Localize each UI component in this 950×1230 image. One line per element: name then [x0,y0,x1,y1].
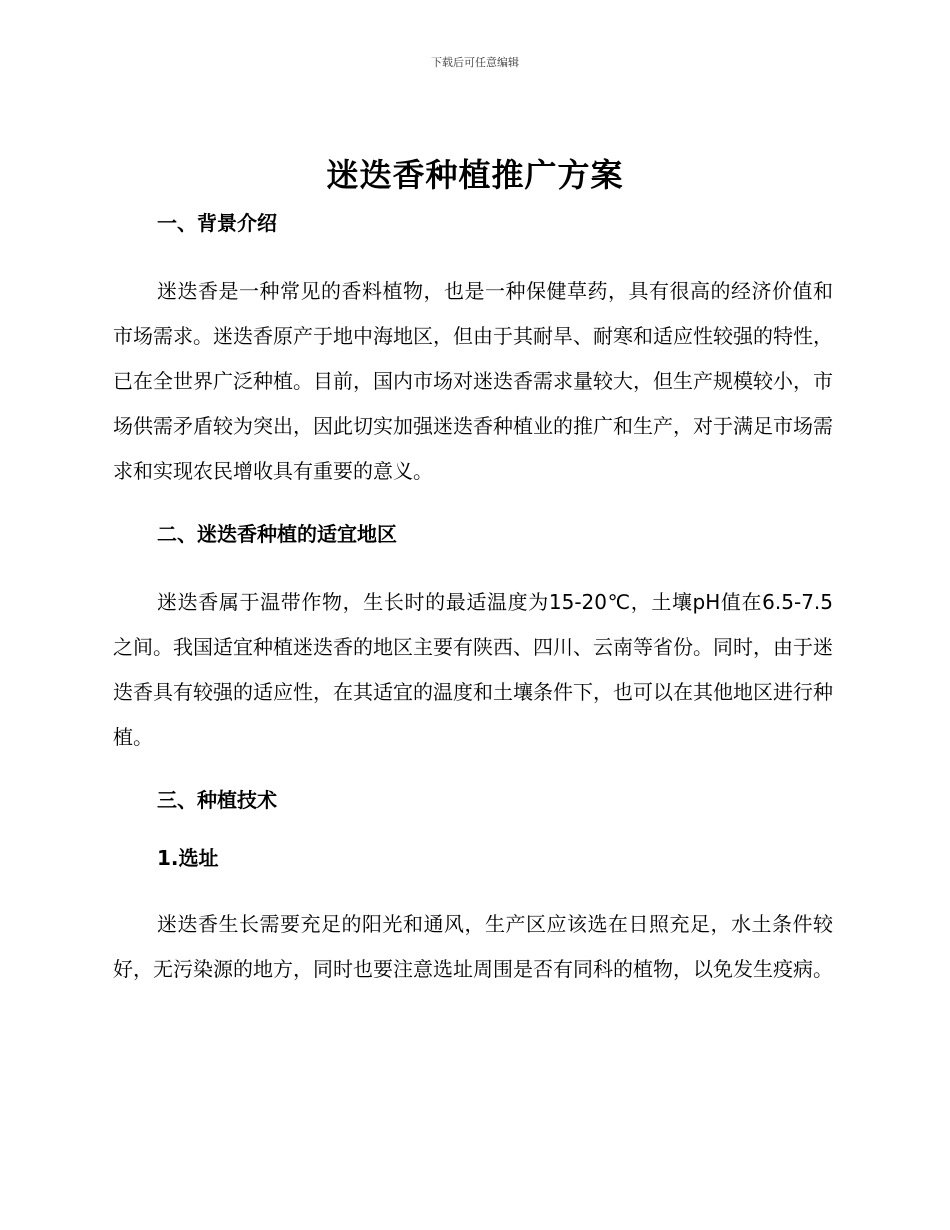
document-body [113,205,833,992]
header-note: 下载后可任意编辑 [431,56,519,69]
section-paragraph-background: 迷迭香是一种常见的香料植物，也是一种保健草药，具有很高的经济价值和市场需求。迷迭香原产于地中海地区，但由于其耐旱、耐寒和适应性较强的特性，已在全世界广泛种植。目前，国内市场对迷迭香需求量较大，但生产规模较小，市场供需矛盾较为突出，因此切实加强迷迭香种植业的推广和生产，对于满足市场需求和实现农民增收具有重要的意义。 [113,279,833,483]
subsection-paragraph-site-selection: 迷迭香生长需要充足的阳光和通风，生产区应该选在日照充足，水土条件较好，无污染源的地方，同时也要注意选址周围是否有同科的植物，以免发生疫病。 [113,912,833,981]
section-heading-suitable-regions: 二、迷迭香种植的适宜地区 [157,522,397,546]
section-paragraph-suitable-regions: 迷迭香属于温带作物，生长时的最适温度为15-20℃，土壤pH值在6.5-7.5之间。我国适宜种植迷迭香的地区主要有陕西、四川、云南等省份。同时，由于迷迭香具有较强的适应性，在其适宜的温度和土壤条件下，也可以在其他地区进行种植。 [113,590,833,749]
section-heading-planting-techniques: 三、种植技术 [157,788,277,812]
section-heading-background: 一、背景介绍 [157,211,277,235]
subsection-heading-site-selection: 1.选址 [157,846,219,870]
document-title: 迷迭香种植推广方案 [326,156,624,194]
